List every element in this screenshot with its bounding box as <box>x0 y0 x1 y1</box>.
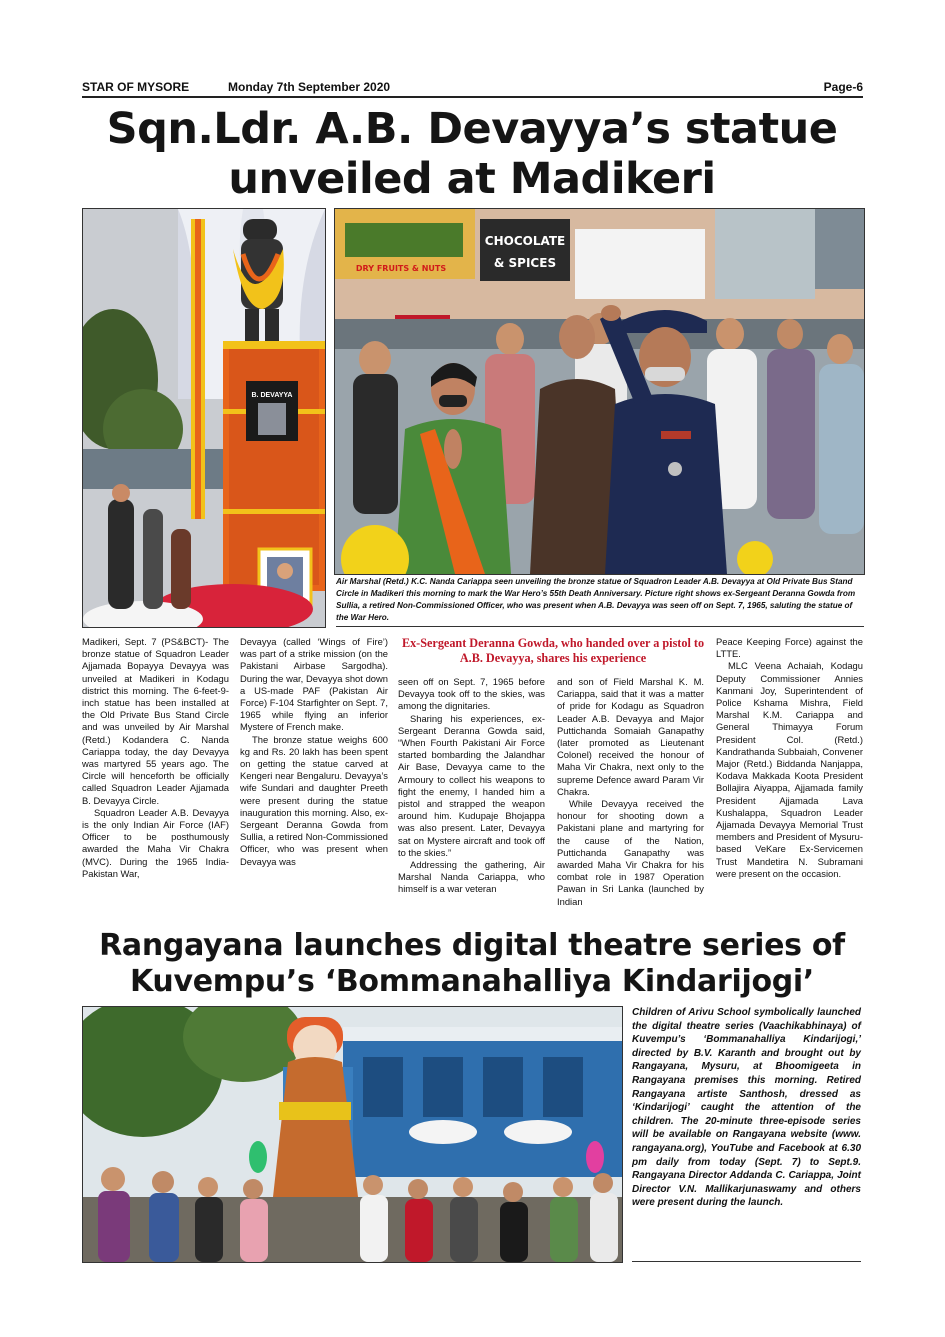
page-number: Page-6 <box>823 80 863 94</box>
shop-sign-spices: & SPICES <box>493 256 557 270</box>
rangayana-illustration <box>83 1007 622 1262</box>
story1-column-4 <box>557 676 704 908</box>
story1-column-3 <box>398 676 545 896</box>
statue-illustration <box>83 209 325 627</box>
shop-sign-chocolate: CHOCOLATE <box>484 234 566 248</box>
story1-column-5 <box>716 636 863 880</box>
rangayana-caption: Children of Arivu School symbolically launched the digital theatre series (Vaachikabhinaya) of Kuvempu’s ‘Bommanahalliya Kindarijogi,’ directed by B.V. Karanth and brought out by Rangayana, Mysuru, at Bhoomigeeta in Rangayana premises this morning. Retired Rangayana artiste Santhosh, dressed as ‘Kindarijogi’ caught the attention of the children. The 20-minute three-episode series will be available on Rangayana website (www. rangayana.org), YouTube and Facebook at 6.30 pm daily from today (Sept. 7) to Sept.9. Rangayana Director Addanda C. Cariappa, Joint Director V.N. Mallikarjunaswamy and others were present during the launch. <box>632 1007 861 1209</box>
statue-photo <box>82 208 326 628</box>
column5-paragraph: MLC Veena Achaiah, Kodagu Deputy Commissioner Annies Kanmani Joy, Superintendent of Police Kshama Mishra, Field Marshal K.M. Cariappa and General Thimayya Forum President Col. (Retd.) Kandrathanda Subbaiah, Convener Major (Retd.) Biddanda Nanjappa, Kodava Makkada Koota President Bollajira Aiyappa, Ajjamada family President Ajjamada Lava Kushalappa, Squadron Leader Ajjamada Devayya Memorial Trust members and President of Mysuru-based VeKare Ex-Servicemen Trust Mandetira N. Subramani were present on the occasion. <box>716 660 863 879</box>
column3-paragraph: seen off on Sept. 7, 1965 before Devayya took off to the skies, was among the dignitaries. <box>398 676 545 712</box>
column3-paragraph: Addressing the gathering, Air Marshal Nanda Cariappa, who himself is a war veteran <box>398 859 545 895</box>
column5-paragraph: Peace Keeping Force) against the LTTE. <box>716 636 863 660</box>
caption-rule <box>336 626 864 627</box>
salute-illustration <box>335 209 864 574</box>
column3-paragraph: Sharing his experiences, ex-Sergeant Deranna Gowda said, “When Fourth Pakistani Air Force started bombarding the Jalandhar Air Base, Devayya came to the Armoury to collect his weapons to fight the enemy, I handed him a pistol and strapped the weapon around him. Kudupaje Bhojappa was also present. Later, Devayya sat on Mystere aircraft and took off to the skies.” <box>398 712 545 858</box>
story1-headline <box>76 104 868 204</box>
story1-subhead: Ex-Sergeant Deranna Gowda, who handed over a pistol to A.B. Devayya, shares his experience <box>401 636 705 665</box>
column4-paragraph: and son of Field Marshal K. M. Cariappa, said that it was a matter of pride for Kodagu as Squadron Leader A.B. Devayya and Major Puttichanda Somaiah Ganapathy (later promoted as Lieutenant Colonel) received the honour of Maha Vir Chakra, next only to the supreme Defence award Param Vir Chakra. <box>557 676 704 797</box>
story1-headline-line1: Sqn.Ldr. A.B. Devayya’s statue <box>106 104 838 154</box>
story1-headline-line2: unveiled at Madikeri <box>228 154 716 204</box>
story1-column-2 <box>240 636 388 868</box>
story1-column-1 <box>82 636 229 880</box>
story2-headline-line2: Kuvempu’s ‘Bommanahalliya Kindarijogi’ <box>129 964 815 999</box>
salute-photo <box>334 208 865 575</box>
paper-name: STAR OF MYSORE <box>82 80 190 94</box>
rangayana-photo <box>82 1006 623 1263</box>
column1-paragraph: Madikeri, Sept. 7 (PS&BCT)- The bronze statue of Squadron Leader Ajjamada Bopayya Devayya was unveiled at Madikeri in Kodagu district this morning. The 6-feet-9-inch statue has been installed at the Old Private Bus Stand Circle and was unveiled by Air Marshal (Retd.) Kodandera C. Nanda Cariappa today, the day Devayya was martyred 55 years ago. The Circle will henceforth be officially called Squadron Leader Ajjamada B. Devayya Circle. <box>82 636 229 806</box>
column2-paragraph: Devayya (called ‘Wings of Fire’) was part of a strike mission (on the Pakistani Airbase Sargodha). During the war, Devayya shot down a US-made PAF (Pakistan Air Force) F-104 Starfighter on Sept. 7, 1965 while flying an inferior Mystere of French make. <box>240 636 388 733</box>
column4-paragraph: While Devayya received the honour for shooting down a Pakistani plane and martyring for the cause of the Nation, Puttichanda Ganapathy was awarded Maha Vir Chakra for his combat role in 1987 Operation Pawan in Sri Lanka (launched by Indian <box>557 798 704 907</box>
masthead <box>82 78 863 98</box>
statue-plaque: B. DEVAYYA <box>251 392 293 399</box>
rangayana-caption-rule <box>632 1261 861 1262</box>
column2-paragraph: The bronze statue weighs 600 kg and Rs. 20 lakh has been spent on getting the statue carved at Kengeri near Bengaluru. Devayya’s wife Sundari and daughter Preeth were present during the statue inauguration this morning. Also, ex-Sergeant Deranna Gowda from Sullia, a retired Non-Commissioned Officer, who was present when Devayya was <box>240 733 388 867</box>
photo-caption: Air Marshal (Retd.) K.C. Nanda Cariappa seen unveiling the bronze statue of Squadron Leader A.B. Devayya at Old Private Bus Stand Circle in Madikeri this morning to mark the War Hero’s 55th Death Anniversary. Picture right shows ex-Sergeant Deranna Gowda from Sullia, a retired Non-Commissioned Officer, who was present when A.B. Devayya was seen off on Sept. 7, 1965, saluting the statue of the War Hero. <box>336 577 856 622</box>
shop-sign-dryfruits: DRY FRUITS & NUTS <box>355 264 447 273</box>
column1-paragraph: Squadron Leader A.B. Devayya is the only Indian Air Force (IAF) Officer to be posthumously awarded the Maha Vir Chakra (MVC). During the 1965 India-Pakistan War, <box>82 806 229 879</box>
story2-headline <box>60 928 884 1000</box>
story2-headline-line1: Rangayana launches digital theatre series of <box>99 928 845 963</box>
issue-date: Monday 7th September 2020 <box>228 80 391 94</box>
